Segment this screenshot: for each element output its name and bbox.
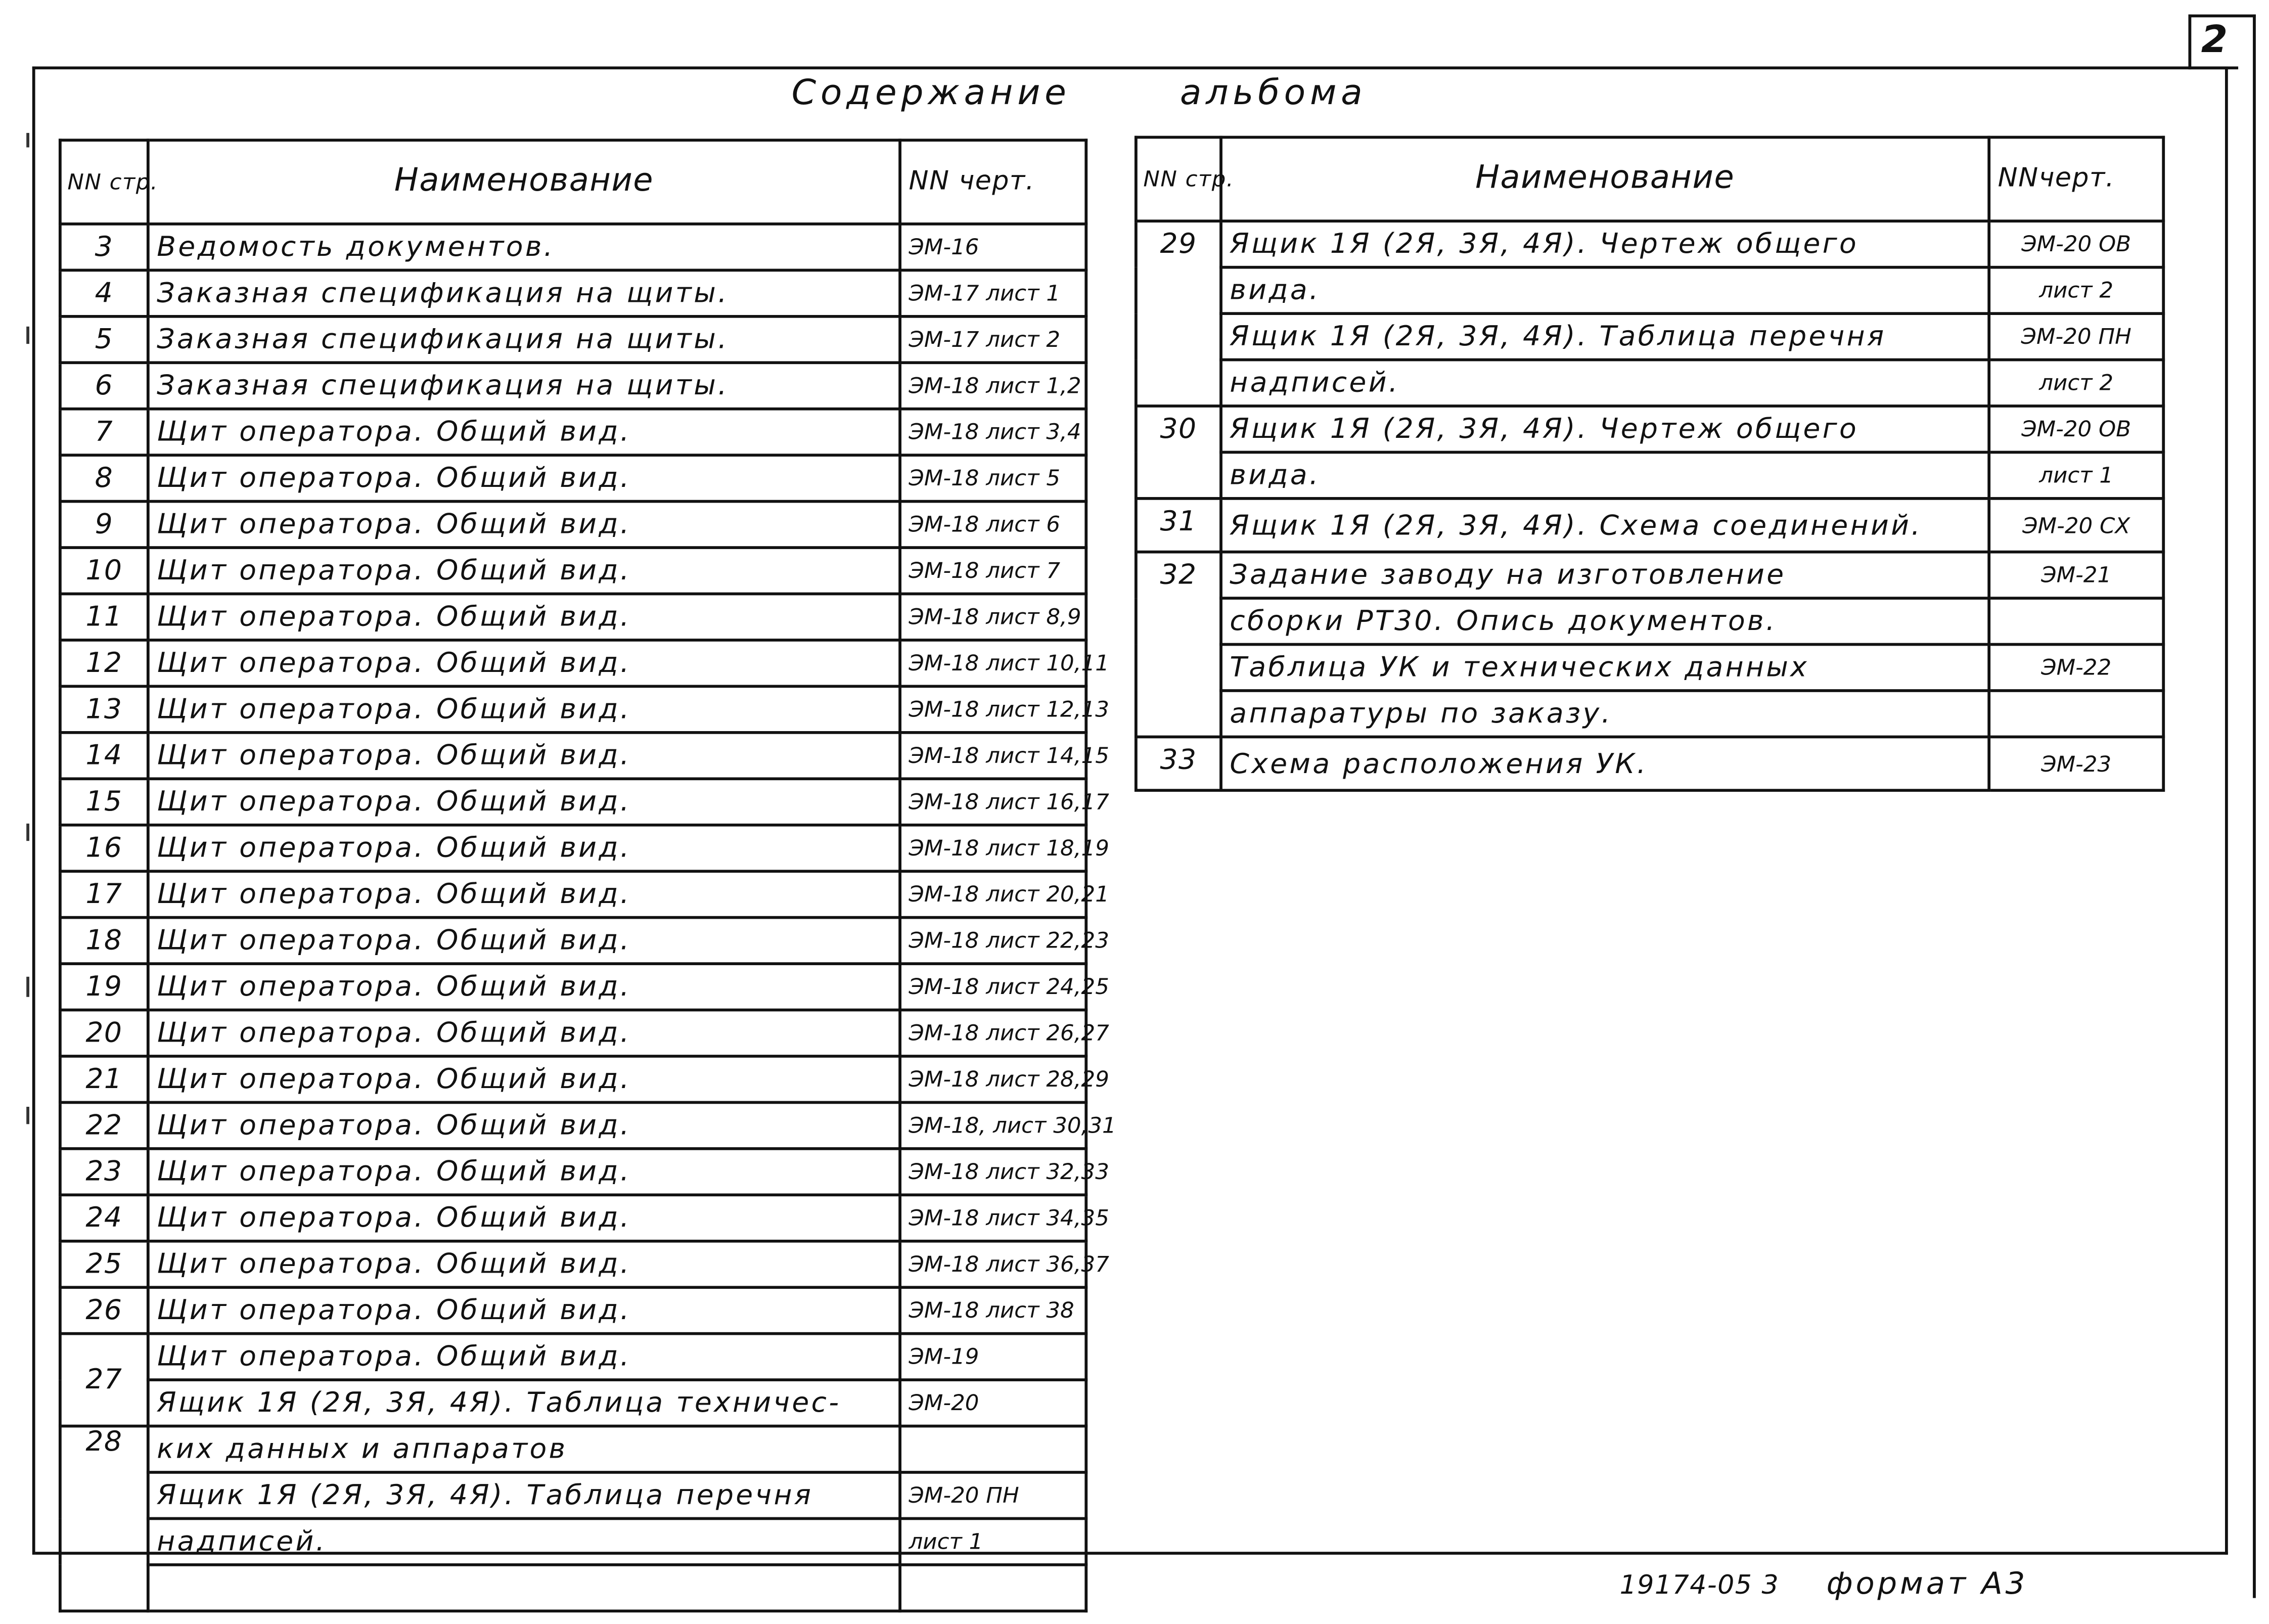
page-number-cell: 32: [1136, 552, 1221, 737]
document-name-cell: Щит оператора. Общий вид.: [148, 825, 900, 871]
page-number-cell: 26: [60, 1287, 148, 1333]
document-name-cell: Заказная спецификация на щиты.: [148, 317, 900, 363]
table-row: [60, 363, 1086, 409]
drawing-number-cell: ЭМ-18 лист 28,29: [900, 1056, 1086, 1102]
table-row: [1136, 267, 2163, 313]
document-name-cell: Щит оператора. Общий вид.: [148, 871, 900, 917]
margin-mark: [26, 133, 29, 148]
header-page-number: NN стр.: [1136, 137, 1221, 221]
header-name: Наименование: [1221, 137, 1989, 221]
drawing-number-cell: ЭМ-16: [900, 224, 1086, 270]
header-name: Наименование: [148, 140, 900, 224]
document-name-cell: Таблица УК и технических данных: [1221, 645, 1989, 691]
drawing-number-cell: ЭМ-20 ПН: [900, 1472, 1086, 1518]
table-row: [60, 455, 1086, 501]
page-number-cell: 29: [1136, 221, 1221, 406]
drawing-number-cell: ЭМ-22: [1989, 645, 2163, 691]
drawing-number-cell: ЭМ-23: [1989, 737, 2163, 790]
document-name-cell: Ящик 1Я (2Я, 3Я, 4Я). Схема соединений.: [1221, 499, 1989, 552]
document-name-cell: Ящик 1Я (2Я, 3Я, 4Я). Таблица перечня: [1221, 313, 1989, 359]
drawing-number-cell: ЭМ-18 лист 7: [900, 548, 1086, 594]
drawing-number-cell: ЭМ-17 лист 1: [900, 270, 1086, 316]
drawing-number-cell: [900, 1565, 1086, 1611]
drawing-number-cell: [1989, 691, 2163, 737]
document-name-cell: Заказная спецификация на щиты.: [148, 270, 900, 316]
table-row: [60, 825, 1086, 871]
page-number-cell: 20: [60, 1010, 148, 1056]
drawing-number-cell: ЭМ-18 лист 1,2: [900, 363, 1086, 409]
document-name-cell: Щит оператора. Общий вид.: [148, 409, 900, 455]
drawing-number-cell: ЭМ-18 лист 22,23: [900, 918, 1086, 964]
drawing-number-cell: ЭМ-20 СХ: [1989, 499, 2163, 552]
page-number-cell: 3: [60, 224, 148, 270]
table-row: [60, 409, 1086, 455]
document-name-cell: Щит оператора. Общий вид.: [148, 640, 900, 686]
drawing-number-cell: ЭМ-18 лист 34,35: [900, 1195, 1086, 1241]
table-header-row: [60, 140, 1086, 224]
document-name-cell: надписей.: [148, 1518, 900, 1564]
page-number-cell: 33: [1136, 737, 1221, 790]
table-row: [60, 1380, 1086, 1426]
table-row: [1136, 499, 2163, 552]
page-number-cell: 31: [1136, 499, 1221, 552]
document-name-cell: Щит оператора. Общий вид.: [148, 1010, 900, 1056]
document-name-cell: Щит оператора. Общий вид.: [148, 455, 900, 501]
document-name-cell: Щит оператора. Общий вид.: [148, 548, 900, 594]
page-number-cell: 22: [60, 1102, 148, 1148]
table-row: [60, 317, 1086, 363]
document-name-cell: Щит оператора. Общий вид.: [148, 918, 900, 964]
table-row: [1136, 221, 2163, 267]
document-name-cell: Задание заводу на изготовление: [1221, 552, 1989, 598]
document-name-cell: Ящик 1Я (2Я, 3Я, 4Я). Таблица перечня: [148, 1472, 900, 1518]
table-row: [60, 964, 1086, 1010]
table-row: [60, 270, 1086, 316]
document-name-cell: Щит оператора. Общий вид.: [148, 1102, 900, 1148]
page-number-cell: 9: [60, 502, 148, 548]
drawing-number-cell: лист 1: [900, 1518, 1086, 1564]
table-row: [60, 1149, 1086, 1195]
page-number: 2: [2189, 15, 2239, 70]
table-row: [60, 594, 1086, 640]
footer: [1620, 1566, 2028, 1601]
table-row: [1136, 313, 2163, 359]
page-number-cell: 15: [60, 779, 148, 825]
drawing-number-cell: ЭМ-18 лист 24,25: [900, 964, 1086, 1010]
drawing-number-cell: [900, 1426, 1086, 1472]
table-row: [60, 1472, 1086, 1518]
document-name-cell: Щит оператора. Общий вид.: [148, 1149, 900, 1195]
document-name-cell: надписей.: [1221, 360, 1989, 406]
page-number-cell: 11: [60, 594, 148, 640]
drawing-number-cell: ЭМ-18 лист 18,19: [900, 825, 1086, 871]
header-drawing-number: NN черт.: [900, 140, 1086, 224]
header-page-number: NN стр.: [60, 140, 148, 224]
drawing-number-cell: ЭМ-20: [900, 1380, 1086, 1426]
drawing-number-cell: ЭМ-18 лист 3,4: [900, 409, 1086, 455]
page-number-cell: 30: [1136, 406, 1221, 499]
table-row: [1136, 691, 2163, 737]
page-number-cell: 12: [60, 640, 148, 686]
drawing-number-cell: ЭМ-18 лист 8,9: [900, 594, 1086, 640]
document-code: 19174-05 3: [1619, 1570, 1780, 1601]
margin-mark: [26, 977, 29, 997]
header-drawing-number: NNчерт.: [1989, 137, 2163, 221]
table-row: [60, 640, 1086, 686]
document-name-cell: [148, 1565, 900, 1611]
table-row: [60, 686, 1086, 732]
table-row: [60, 1102, 1086, 1148]
table-row: [60, 1565, 1086, 1611]
page-number-cell: 21: [60, 1056, 148, 1102]
margin-mark: [26, 327, 29, 344]
page-number-cell: 7: [60, 409, 148, 455]
document-name-cell: Заказная спецификация на щиты.: [148, 363, 900, 409]
drawing-number-cell: ЭМ-18 лист 20,21: [900, 871, 1086, 917]
frame-left-line: [32, 66, 35, 1554]
document-name-cell: Щит оператора. Общий вид.: [148, 1056, 900, 1102]
page-number-cell: 24: [60, 1195, 148, 1241]
page-number-cell: 13: [60, 686, 148, 732]
drawing-number-cell: ЭМ-18 лист 14,15: [900, 733, 1086, 779]
drawing-number-cell: ЭМ-18 лист 32,33: [900, 1149, 1086, 1195]
document-name-cell: аппаратуры по заказу.: [1221, 691, 1989, 737]
page-number-cell: 4: [60, 270, 148, 316]
table-row: [60, 502, 1086, 548]
table-row: [60, 779, 1086, 825]
document-name-cell: вида.: [1221, 452, 1989, 498]
table-row: [1136, 452, 2163, 498]
table-row: [1136, 645, 2163, 691]
drawing-number-cell: ЭМ-18 лист 5: [900, 455, 1086, 501]
document-name-cell: сборки РТ30. Опись документов.: [1221, 598, 1989, 644]
document-name-cell: Щит оператора. Общий вид.: [148, 964, 900, 1010]
document-name-cell: Щит оператора. Общий вид.: [148, 686, 900, 732]
frame-top-line: [32, 66, 2225, 69]
drawing-number-cell: ЭМ-18 лист 36,37: [900, 1241, 1086, 1287]
drawing-number-cell: ЭМ-18 лист 16,17: [900, 779, 1086, 825]
sheet-format: формат А3: [1826, 1566, 2028, 1601]
drawing-number-cell: ЭМ-18 лист 12,13: [900, 686, 1086, 732]
drawing-number-cell: ЭМ-21: [1989, 552, 2163, 598]
document-name-cell: Ведомость документов.: [148, 224, 900, 270]
drawing-number-cell: ЭМ-18 лист 10,11: [900, 640, 1086, 686]
table-row: [60, 1010, 1086, 1056]
document-name-cell: Щит оператора. Общий вид.: [148, 594, 900, 640]
document-name-cell: Ящик 1Я (2Я, 3Я, 4Я). Чертеж общего: [1221, 406, 1989, 452]
table-row: [60, 1426, 1086, 1472]
page-number-cell: 28: [60, 1426, 148, 1611]
table-row: [60, 1287, 1086, 1333]
document-name-cell: Ящик 1Я (2Я, 3Я, 4Я). Чертеж общего: [1221, 221, 1989, 267]
contents-table-right: [1134, 136, 2165, 792]
document-name-cell: Щит оператора. Общий вид.: [148, 1334, 900, 1380]
table-row: [60, 1056, 1086, 1102]
drawing-number-cell: ЭМ-18, лист 30,31: [900, 1102, 1086, 1148]
drawing-number-cell: ЭМ-18 лист 38: [900, 1287, 1086, 1333]
drawing-number-cell: лист 2: [1989, 360, 2163, 406]
table-row: [60, 548, 1086, 594]
page-number-cell: 10: [60, 548, 148, 594]
drawing-number-cell: ЭМ-19: [900, 1334, 1086, 1380]
frame-right-line: [2225, 66, 2228, 1554]
document-name-cell: ких данных и аппаратов: [148, 1426, 900, 1472]
table-row: [60, 1334, 1086, 1380]
table-row: [1136, 552, 2163, 598]
margin-mark: [26, 824, 29, 841]
page-number-cell: 5: [60, 317, 148, 363]
document-name-cell: Щит оператора. Общий вид.: [148, 502, 900, 548]
drawing-number-cell: ЭМ-17 лист 2: [900, 317, 1086, 363]
page-number-cell: 16: [60, 825, 148, 871]
table-row: [1136, 598, 2163, 644]
title-word-1: Содержание: [791, 72, 1071, 113]
drawing-number-cell: [1989, 598, 2163, 644]
page-number-cell: 25: [60, 1241, 148, 1287]
page-number-cell: 6: [60, 363, 148, 409]
page-number-cell: 17: [60, 871, 148, 917]
table-row: [60, 871, 1086, 917]
table-row: [60, 224, 1086, 270]
drawing-number-cell: ЭМ-20 ПН: [1989, 313, 2163, 359]
page-number-cell: 19: [60, 964, 148, 1010]
drawing-number-cell: ЭМ-20 ОВ: [1989, 406, 2163, 452]
page-number-cell: 14: [60, 733, 148, 779]
document-name-cell: Щит оператора. Общий вид.: [148, 1241, 900, 1287]
frame-outer-right-line: [2253, 15, 2256, 1598]
document-name-cell: Щит оператора. Общий вид.: [148, 779, 900, 825]
drawing-number-cell: лист 1: [1989, 452, 2163, 498]
page-number-cell: 18: [60, 918, 148, 964]
table-row: [1136, 406, 2163, 452]
document-name-cell: Ящик 1Я (2Я, 3Я, 4Я). Таблица техничес-: [148, 1380, 900, 1426]
document-name-cell: Щит оператора. Общий вид.: [148, 733, 900, 779]
document-name-cell: вида.: [1221, 267, 1989, 313]
table-header-row: [1136, 137, 2163, 221]
document-name-cell: Схема расположения УК.: [1221, 737, 1989, 790]
title-word-2: альбома: [1179, 72, 1367, 113]
page-number-cell: 8: [60, 455, 148, 501]
margin-mark: [26, 1107, 29, 1124]
page-number-cell: 27: [60, 1334, 148, 1426]
table-row: [60, 733, 1086, 779]
table-row: [60, 1241, 1086, 1287]
drawing-number-cell: ЭМ-18 лист 26,27: [900, 1010, 1086, 1056]
drawing-number-cell: ЭМ-20 ОВ: [1989, 221, 2163, 267]
drawing-number-cell: ЭМ-18 лист 6: [900, 502, 1086, 548]
table-row: [1136, 360, 2163, 406]
document-name-cell: Щит оператора. Общий вид.: [148, 1287, 900, 1333]
page-number-cell: 23: [60, 1149, 148, 1195]
table-row: [60, 1195, 1086, 1241]
contents-table-left: [59, 139, 1116, 1612]
table-row: [60, 1518, 1086, 1564]
table-row: [1136, 737, 2163, 790]
table-row: [60, 918, 1086, 964]
document-name-cell: Щит оператора. Общий вид.: [148, 1195, 900, 1241]
drawing-number-cell: лист 2: [1989, 267, 2163, 313]
